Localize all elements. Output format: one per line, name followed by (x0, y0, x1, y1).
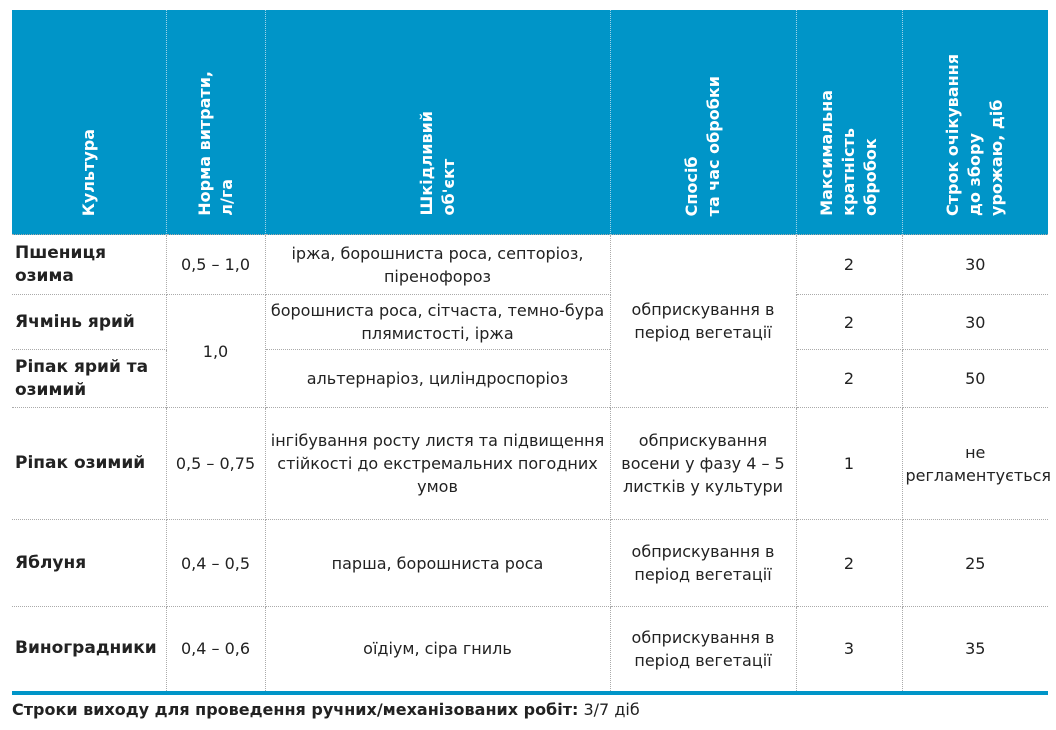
header-rate (166, 10, 265, 235)
cell-crop: Ріпак озимий (12, 408, 166, 520)
table-row (12, 607, 1048, 693)
table-row (12, 520, 1048, 607)
cell-crop: Виноградники (12, 607, 166, 693)
footer-note (12, 700, 640, 719)
cell-wait: 35 (902, 607, 1048, 693)
cell-target: парша, борошниста роса (265, 520, 610, 607)
footer-value: 3/7 діб (583, 700, 640, 719)
cell-max: 2 (796, 350, 902, 408)
header-target (265, 10, 610, 235)
cell-rate: 0,4 – 0,5 (166, 520, 265, 607)
cell-max: 2 (796, 295, 902, 350)
cell-crop: Яблуня (12, 520, 166, 607)
header-label: Максимальна кратність обробок (817, 90, 880, 216)
cell-wait: 30 (902, 235, 1048, 295)
header-label: Спосіб та час обробки (682, 75, 723, 216)
cell-max: 1 (796, 408, 902, 520)
table-row (12, 408, 1048, 520)
cell-wait: 50 (902, 350, 1048, 408)
cell-wait: 30 (902, 295, 1048, 350)
cell-wait: 25 (902, 520, 1048, 607)
cell-max: 2 (796, 235, 902, 295)
header-label: Культура (78, 128, 98, 216)
cell-method: обприскування восени у фазу 4 – 5 листків у культури (610, 408, 796, 520)
table-row (12, 295, 1048, 350)
cell-target: іржа, борошниста роса, септоріоз, піренофороз (265, 235, 610, 295)
cell-rate: 0,4 – 0,6 (166, 607, 265, 693)
cell-method: обприскування в період вегетації (610, 520, 796, 607)
product-usage-table (12, 10, 1052, 695)
cell-rate: 0,5 – 0,75 (166, 408, 265, 520)
footer-label: Строки виходу для проведення ручних/механізованих робіт: (12, 700, 579, 719)
cell-rate: 0,5 – 1,0 (166, 235, 265, 295)
cell-max: 2 (796, 520, 902, 607)
cell-rate: 1,0 (166, 295, 265, 408)
cell-method: обприскування в період вегетації (610, 235, 796, 408)
cell-crop: Пшениця озима (12, 235, 166, 295)
cell-target: інгібування росту листя та підвищення стійкості до екстремальних погодних умов (265, 408, 610, 520)
cell-target: оїдіум, сіра гниль (265, 607, 610, 693)
header-label: Шкідливий об'єкт (416, 111, 458, 216)
header-max (796, 10, 902, 235)
cell-wait: не регламентується (902, 408, 1048, 520)
cell-target: борошниста роса, сітчаста, темно-бура плямистості, іржа (265, 295, 610, 350)
cell-crop: Ріпак ярий та озимий (12, 350, 166, 408)
header-label: Строк очікування до збору урожаю, діб (943, 54, 1007, 216)
cell-method: обприскування в період вегетації (610, 607, 796, 693)
header-crop (12, 10, 166, 235)
cell-max: 3 (796, 607, 902, 693)
header-row (12, 10, 1048, 235)
cell-target: альтернаріоз, циліндроспоріоз (265, 350, 610, 408)
header-label: Норма витрати, л/га (194, 71, 236, 216)
table-row (12, 235, 1048, 295)
header-method (610, 10, 796, 235)
header-wait (902, 10, 1048, 235)
cell-crop: Ячмінь ярий (12, 295, 166, 350)
